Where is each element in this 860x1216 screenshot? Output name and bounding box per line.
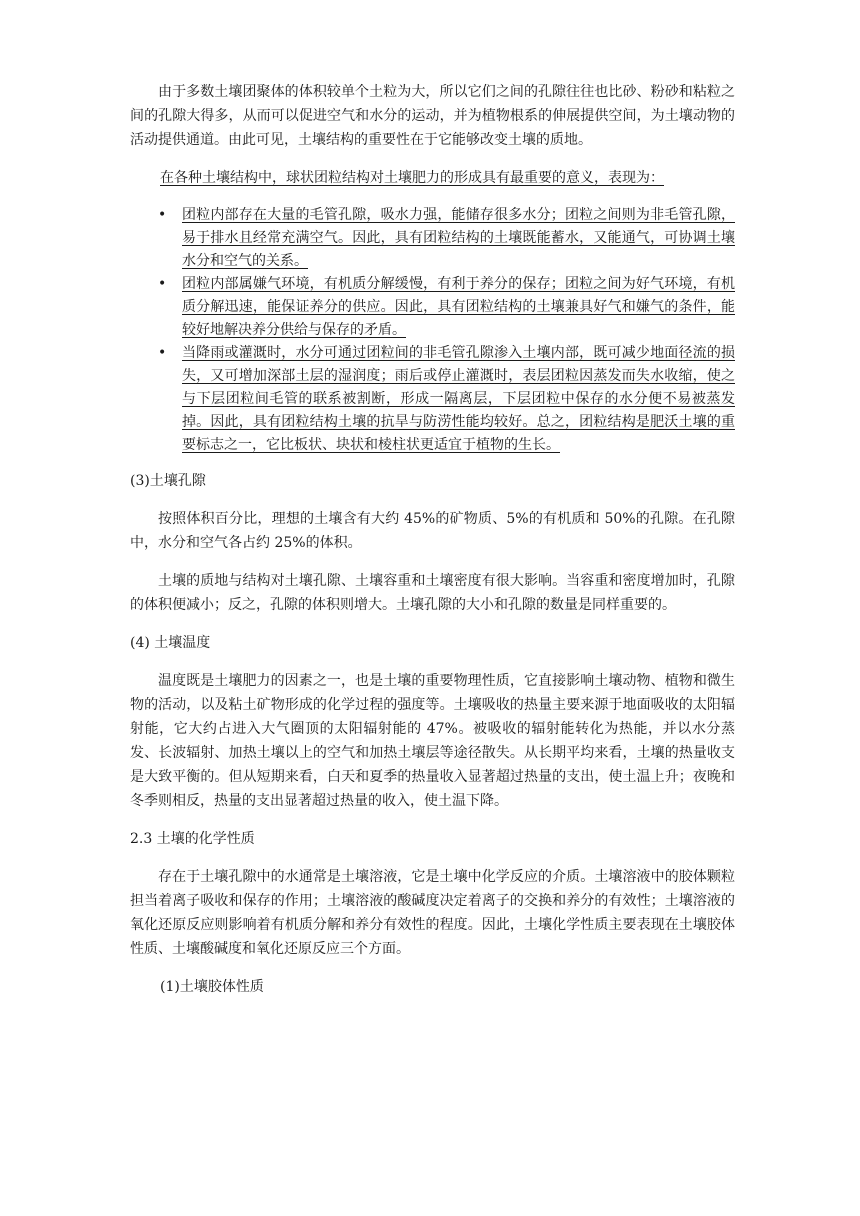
list-item [130,342,735,457]
paragraph-aggregate-pores: 由于多数土壤团聚体的体积较单个土粒为大，所以它们之间的孔隙往往也比砂、粉砂和粘粒之间的孔隙大得多，从而可以促进空气和水分的运动，并为植物根系的伸展提供空间，为土壤动物的活动提供通道。由此可见，土壤结构的重要性在于它能够改变土壤的质地。 [130,84,735,148]
list-item-text: 团粒内部属嫌气环境，有机质分解缓慢，有利于养分的保存；团粒之间为好气环境，有机质分解迅速，能保证养分的供应。因此，具有团粒结构的土壤兼具好气和嫌气的条件，能较好地解决养分供给与保存的矛盾。 [182,276,735,338]
paragraph-porosity-volume: 按照体积百分比，理想的土壤含有大约 45%的矿物质、5%的有机质和 50%的孔隙。在孔隙中，水分和空气各占约 25%的体积。 [130,511,735,551]
list-item [130,273,735,342]
list-item [130,204,735,273]
heading-soil-temperature: (4) 土壤温度 [130,635,211,651]
bullet-icon: • [158,207,167,223]
heading-chemical-properties: 2.3 土壤的化学性质 [130,831,255,847]
bullet-icon: • [158,345,167,361]
paragraph-chemical-properties: 存在于土壤孔隙中的水通常是土壤溶液，它是土壤中化学反应的介质。土壤溶液中的胶体颗粒担当着离子吸收和保存的作用；土壤溶液的酸碱度决定着离子的交换和养分的有效性；土壤溶液的氧化还原反应则影响着有机质分解和养分有效性的程度。因此，土壤化学性质主要表现在土壤胶体性质、土壤酸碱度和氧化还原反应三个方面。 [130,869,735,957]
heading-colloid-properties: (1)土壤胶体性质 [160,979,264,995]
paragraph-granular-intro: 在各种土壤结构中，球状团粒结构对土壤肥力的形成具有最重要的意义，表现为： [160,170,664,186]
document-page [130,80,735,1013]
bullet-icon: • [158,276,167,292]
paragraph-soil-temperature: 温度既是土壤肥力的因素之一，也是土壤的重要物理性质，它直接影响土壤动物、植物和微生物的活动，以及粘土矿物形成的化学过程的强度等。土壤吸收的热量主要来源于地面吸收的太阳辐射能，它大约占进入大气圈顶的太阳辐射能的 47%。被吸收的辐射能转化为热能，并以水分蒸发、长波辐射、加热土壤以上的空气和加热土壤层等途径散失。从长期平均来看，土壤的热量收支是大致平衡的。但从短期来看，白天和夏季的热量收入显著超过热量的支出，使土温上升；夜晚和冬季则相反，热量的支出显著超过热量的收入，使土温下降。 [130,673,735,809]
list-item-text: 当降雨或灌溉时，水分可通过团粒间的非毛管孔隙渗入土壤内部，既可减少地面径流的损失，又可增加深部土层的湿润度；雨后或停止灌溉时，表层团粒因蒸发而失水收缩，使之与下层团粒间毛管的联系被割断，形成一隔离层，下层团粒中保存的水分便不易被蒸发掉。因此，具有团粒结构土壤的抗旱与防涝性能均较好。总之，团粒结构是肥沃土壤的重要标志之一，它比板状、块状和棱柱状更适宜于植物的生长。 [182,345,735,453]
list-item-text: 团粒内部存在大量的毛管孔隙，吸水力强，能储存很多水分；团粒之间则为非毛管孔隙，易于排水且经常充满空气。因此，具有团粒结构的土壤既能蓄水，又能通气，可协调土壤水分和空气的关系。 [182,207,735,269]
paragraph-porosity-density: 土壤的质地与结构对土壤孔隙、土壤容重和土壤密度有很大影响。当容重和密度增加时，孔隙的体积便减小；反之，孔隙的体积则增大。土壤孔隙的大小和孔隙的数量是同样重要的。 [130,573,735,613]
granular-benefits-list [130,204,735,457]
heading-soil-porosity: (3)土壤孔隙 [130,473,206,489]
